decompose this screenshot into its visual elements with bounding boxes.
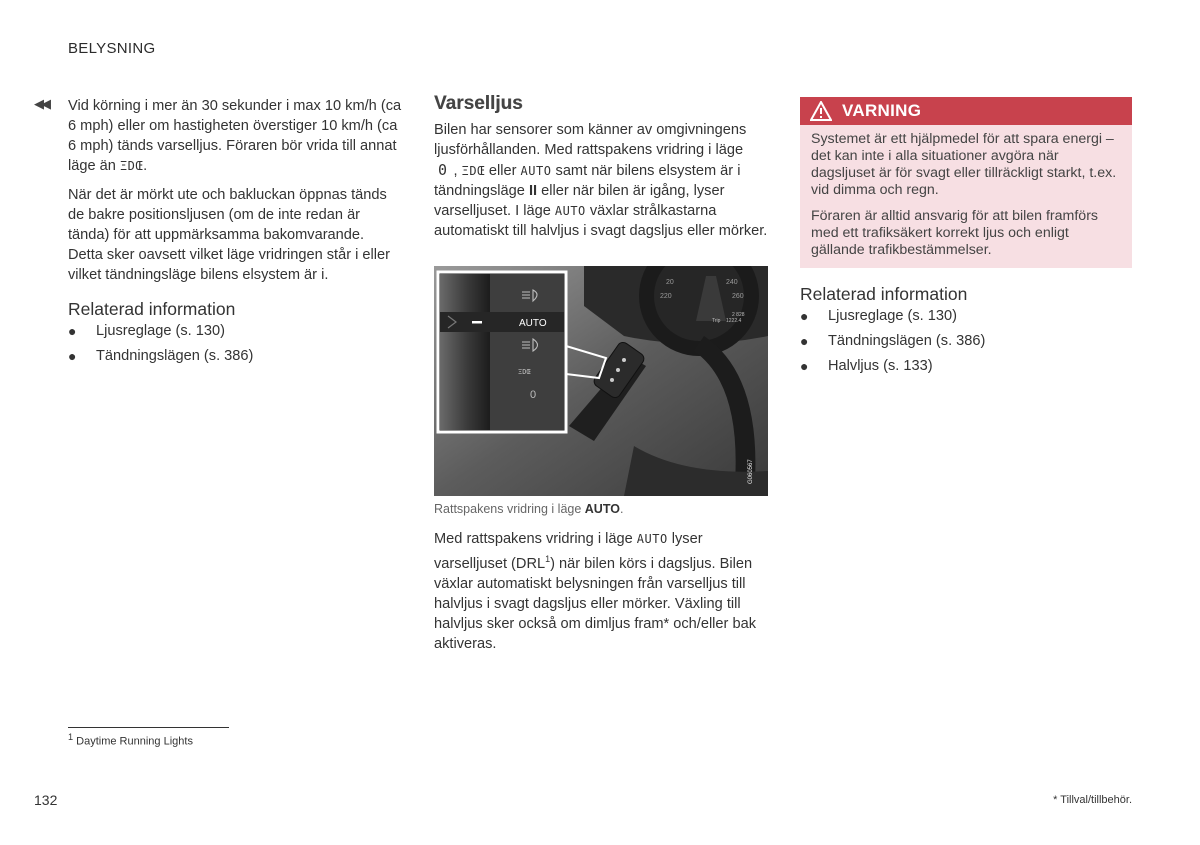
right-column — [800, 270, 1132, 381]
middle-column — [434, 94, 768, 250]
parking-light-symbol-icon: ΞDŒ — [119, 159, 144, 173]
warning-header — [800, 97, 1132, 125]
related-link[interactable]: ● Ljusreglage (s. 130) — [68, 323, 225, 339]
warning-paragraph-2: Föraren är alltid ansvarig för att bilen framförs med ett trafiksäkert korrekt ljus och enligt gällande trafikbestämmelser. — [811, 208, 1099, 258]
trip-label: Trip — [712, 318, 721, 324]
related-link[interactable]: ● Halvljus (s. 133) — [800, 358, 933, 374]
accessory-note: * Tillval/tillbehör. — [1053, 794, 1132, 806]
trip-readout: 1222.4 — [726, 318, 742, 324]
related-info-list — [800, 306, 1132, 376]
section-title: Varselljus — [434, 93, 523, 114]
bullet-icon: ● — [68, 323, 77, 339]
speed-mark: 240 — [726, 279, 738, 286]
section-header: BELYSNING — [68, 40, 156, 57]
inset-parking-label: ΞDŒ — [518, 368, 531, 376]
speed-mark: 220 — [660, 293, 672, 300]
bullet-icon: ● — [68, 348, 77, 364]
lever-photo-svg — [434, 266, 768, 496]
speed-mark: 260 — [732, 293, 744, 300]
caption-auto: AUTO — [584, 502, 620, 516]
footnote-divider — [68, 727, 229, 728]
bullet-icon: ● — [800, 358, 809, 374]
speed-mark: 20 — [666, 279, 674, 286]
warning-paragraph-1: Systemet är ett hjälpmedel för att spara energi – det kan inte i alla situationer avgöra när dagsljuset är för svagt eller tillräckligt starkt, t.ex. vid dimma och regn. — [811, 131, 1117, 198]
odometer-readout: 2 828 — [732, 312, 745, 318]
position-zero-symbol-icon: 0 — [438, 161, 448, 179]
related-link[interactable]: ● Tändningslägen (s. 386) — [68, 348, 254, 364]
middle-paragraph-2: Med rattspakens vridring i läge AUTO lyser varselljuset (DRL$^1$) när bilen körs i dagsljus. Bilen växlar automatiskt belysningen från varselljus till halvljus i svagt dagsljus eller mörker. Växling till halvljus sker också om dimljus fram* och/eller bak aktiveras. — [434, 531, 756, 652]
inset-zero-label: 0 — [530, 389, 537, 401]
parking-light-symbol-icon: ΞDŒ — [461, 164, 485, 178]
auto-symbol-icon: AUTO — [554, 204, 586, 218]
footnote-number: 1 — [68, 732, 74, 742]
warning-box — [800, 97, 1132, 268]
warning-title: VARNING — [842, 101, 922, 120]
figure-code: G060567 — [748, 459, 754, 484]
middle-paragraph-2-block — [434, 529, 764, 663]
figure-caption: Rattspakens vridring i läge AUTO. — [434, 502, 624, 516]
bullet-icon: ● — [800, 308, 809, 324]
footnote-text: Daytime Running Lights — [76, 735, 193, 748]
left-paragraph-1-text: Vid körning i mer än 30 sekunder i max 10 km/h (ca 6 mph) eller om hastigheten överstiger 10 km/h (ca 6 mph) tänds varselljus. Föraren bör vrida till annat läge än — [68, 98, 402, 174]
related-info-heading: Relaterad information — [800, 284, 968, 304]
left-paragraph-2: När det är mörkt ute och bakluckan öppnas tänds de bakre positionsljusen (om de inte redan är tända) för att uppmärksamma bakomvarande. Detta sker oavsett vilket läge vridringen står i eller vilket tändningsläge bilens elsystem är i. — [68, 187, 391, 283]
continued-from-previous-icon: ◀◀ — [34, 96, 48, 111]
inset-auto-label: AUTO — [519, 318, 547, 329]
auto-symbol-icon: AUTO — [636, 532, 668, 546]
warning-body — [800, 125, 1132, 259]
related-info-list — [68, 321, 402, 366]
left-column — [68, 96, 402, 371]
bullet-icon: ● — [800, 333, 809, 349]
auto-symbol-icon: AUTO — [520, 164, 552, 178]
related-info-heading: Relaterad information — [68, 299, 236, 319]
page-number: 132 — [34, 792, 58, 808]
related-link[interactable]: ● Tändningslägen (s. 386) — [800, 333, 986, 349]
related-link[interactable]: ● Ljusreglage (s. 130) — [800, 308, 957, 324]
middle-paragraph-1: Bilen har sensorer som känner av omgivningens ljusförhållanden. Med rattspakens vridring i läge 0 , ΞDŒ eller AUTO samt när bilens elsystem är i tändningsläge II eller när bilen är igång, lyser varselljuset. I läge AUTO växlar strålkastarna automatiskt till halvljus i svagt dagsljus eller mörker. — [434, 122, 768, 239]
footnote — [68, 732, 193, 748]
footnote-ref[interactable]: 1 — [545, 554, 551, 564]
steering-lever-illustration — [434, 266, 768, 496]
left-paragraph-1: Vid körning i mer än 30 sekunder i max 10 km/h (ca 6 mph) eller om hastigheten överstiger 10 km/h (ca 6 mph) tänds varselljus. Föraren bör vrida till annat läge än ΞDŒ. — [68, 98, 402, 174]
warning-triangle-icon — [810, 101, 832, 121]
